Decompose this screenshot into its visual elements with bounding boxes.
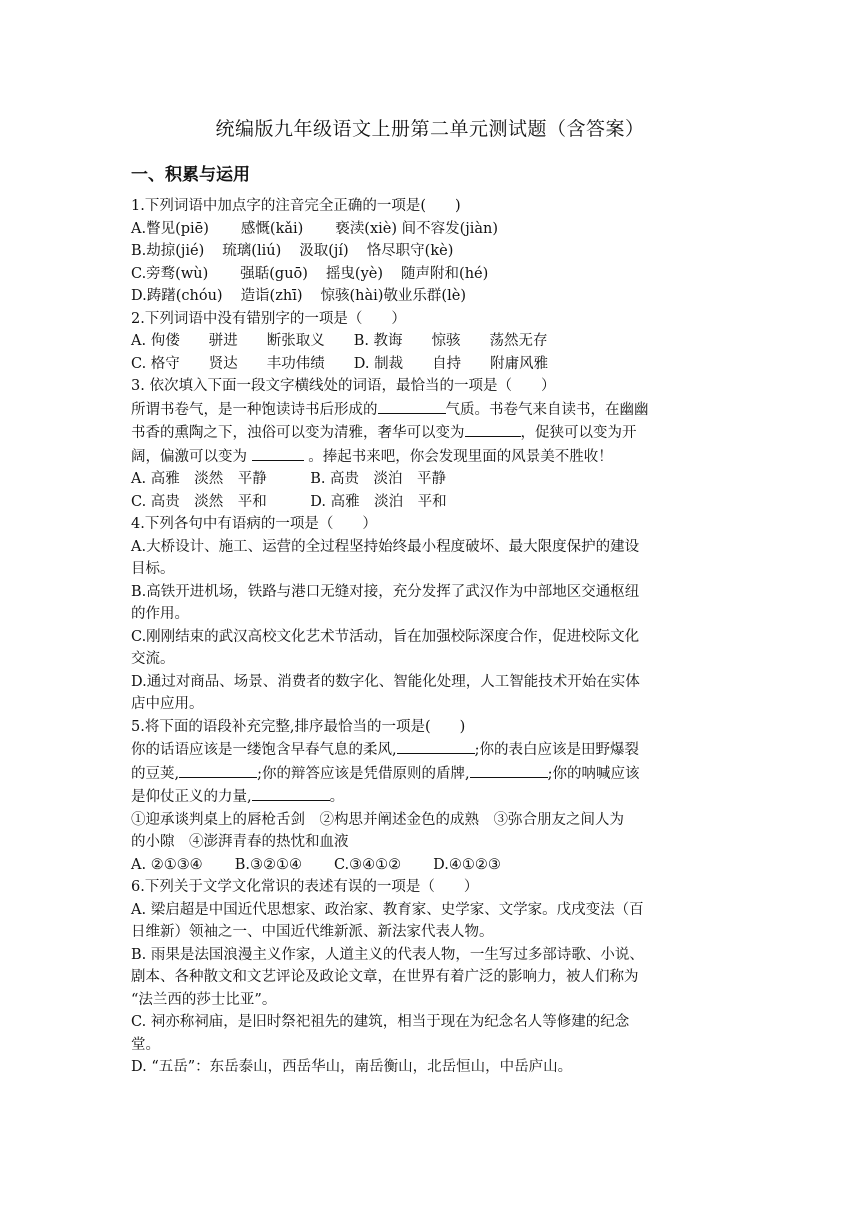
- question-5-passage-line-1: 你的话语应该是一缕饱含早春气息的柔风, ;你的表白应该是田野爆裂: [131, 738, 731, 762]
- question-1-option-a: A.瞥见(piē) 感慨(kǎi) 亵渎(xiè) 间不容发(jiàn): [131, 220, 499, 237]
- question-list: [131, 195, 731, 1079]
- question-6-stem: 6.下列关于文学文化常识的表述有误的一项是（ ）: [131, 879, 479, 895]
- question-4-option-d-line-1: D.通过对商品、场景、消费者的数字化、智能化处理，人工智能技术开始在实体: [131, 673, 640, 690]
- question-2-stem: 2.下列词语中没有错别字的一项是（ ）: [131, 310, 406, 327]
- question-4-option-c-line-2: 交流。: [131, 651, 175, 667]
- section-heading: 一、积累与运用: [131, 165, 250, 185]
- question-6-option-b-line-1: B. 雨果是法国浪漫主义作家，人道主义的代表人物，一生写过多部诗歌、小说、: [131, 946, 644, 963]
- question-6-option-d: D. “五岳”：东岳泰山，西岳华山，南岳衡山，北岳恒山，中岳庐山。: [131, 1059, 573, 1075]
- answer-blank[interactable]: [378, 398, 446, 414]
- question-6-option-b-line-3: “法兰西的莎士比亚”。: [131, 991, 277, 1008]
- question-5-passage-line-2: 的豆荚, ;你的辩答应该是凭借原则的盾牌, ;你的呐喊应该: [131, 762, 731, 786]
- question-4-option-a-line-2: 目标。: [131, 561, 175, 577]
- question-5-items-line-2: 的小隙 ④澎湃青春的热忱和血液: [131, 834, 349, 850]
- question-2-options-ab: A. 佝偻 骈进 断张取义 B. 教诲 惊骇 荡然无存: [131, 333, 548, 349]
- document-title: 统编版九年级语文上册第二单元测试题（含答案）: [215, 118, 645, 140]
- question-6-option-a-line-2: 日维新）领袖之一、中国近代维新派、新法家代表人物。: [131, 924, 494, 940]
- question-5-choices: A. ②①③④ B.③②①④ C.③④①② D.④①②③: [131, 856, 501, 873]
- question-6-option-a-line-1: A. 梁启超是中国近代思想家、政治家、教育家、史学家、文学家。戊戌变法（百: [131, 901, 644, 918]
- question-5-passage-line-3: 是仰仗正义的力量, 。: [131, 785, 731, 809]
- question-3-passage-line-1: 所谓书卷气，是一种饱读诗书后形成的 气质。书卷气来自读书，在幽幽: [131, 398, 731, 422]
- question-4-stem: 4.下列各句中有语病的一项是（ ）: [131, 516, 377, 532]
- question-4-option-b-line-2: 的作用。: [131, 606, 189, 622]
- question-3-options-ab: A. 高雅 淡然 平静 B. 高贵 淡泊 平静: [131, 471, 447, 487]
- question-1-option-d: D.踌躇(chóu) 造诣(zhī) 惊骇(hài)敬业乐群(lè): [131, 288, 466, 304]
- question-1-option-b: B.劫掠(jié) 琉璃(liú) 汲取(jí) 恪尽职守(kè): [131, 243, 454, 259]
- question-6-option-b-line-2: 剧本、各种散文和文艺评论及政论文章，在世界有着广泛的影响力，被人们称为: [131, 969, 639, 985]
- question-4-option-b-line-1: B.高铁开进机场，铁路与港口无缝对接，充分发挥了武汉作为中部地区交通枢纽: [131, 583, 640, 600]
- question-5-items-line-1: ①迎承谈判桌上的唇枪舌剑 ②构思并阐述金色的成熟 ③弥合朋友之间人为: [131, 811, 624, 828]
- question-4-option-a-line-1: A.大桥设计、施工、运营的全过程坚持始终最小程度破坏、最大限度保护的建设: [131, 538, 640, 555]
- answer-blank[interactable]: [397, 738, 475, 754]
- question-1-stem: 1.下列词语中加点字的注音完全正确的一项是( ): [131, 198, 461, 214]
- question-6-option-c-line-1: C. 祠亦称祠庙，是旧时祭祀祖先的建筑，相当于现在为纪念名人等修建的纪念: [131, 1014, 630, 1030]
- question-1-option-c: C.旁骛(wù) 强聒(guō) 摇曳(yè) 随声附和(hé): [131, 265, 489, 282]
- question-3-passage-line-3: 阔，偏激可以变为 。捧起书来吧，你会发现里面的风景美不胜收！: [131, 445, 731, 469]
- answer-blank[interactable]: [252, 785, 330, 801]
- question-3-options-cd: C. 高贵 淡然 平和 D. 高雅 淡泊 平和: [131, 493, 447, 510]
- question-5-stem: 5.将下面的语段补充完整,排序最恰当的一项是( ): [131, 718, 466, 735]
- question-3-stem: 3. 依次填入下面一段文字横线处的词语，最恰当的一项是（ ）: [131, 378, 556, 394]
- answer-blank[interactable]: [470, 762, 548, 778]
- question-2-options-cd: C. 格守 贤达 丰功伟绩 D. 制裁 自持 附庸风雅: [131, 355, 549, 372]
- answer-blank[interactable]: [179, 762, 257, 778]
- answer-blank[interactable]: [252, 445, 304, 461]
- question-4-option-d-line-2: 店中应用。: [131, 696, 204, 712]
- answer-blank[interactable]: [465, 421, 521, 437]
- question-6-option-c-line-2: 堂。: [131, 1036, 160, 1053]
- question-4-option-c-line-1: C.刚刚结束的武汉高校文化艺术节活动，旨在加强校际深度合作，促进校际文化: [131, 628, 640, 645]
- question-3-passage-line-2: 书香的熏陶之下，浊俗可以变为清雅，奢华可以变为 ，促狭可以变为开: [131, 421, 731, 445]
